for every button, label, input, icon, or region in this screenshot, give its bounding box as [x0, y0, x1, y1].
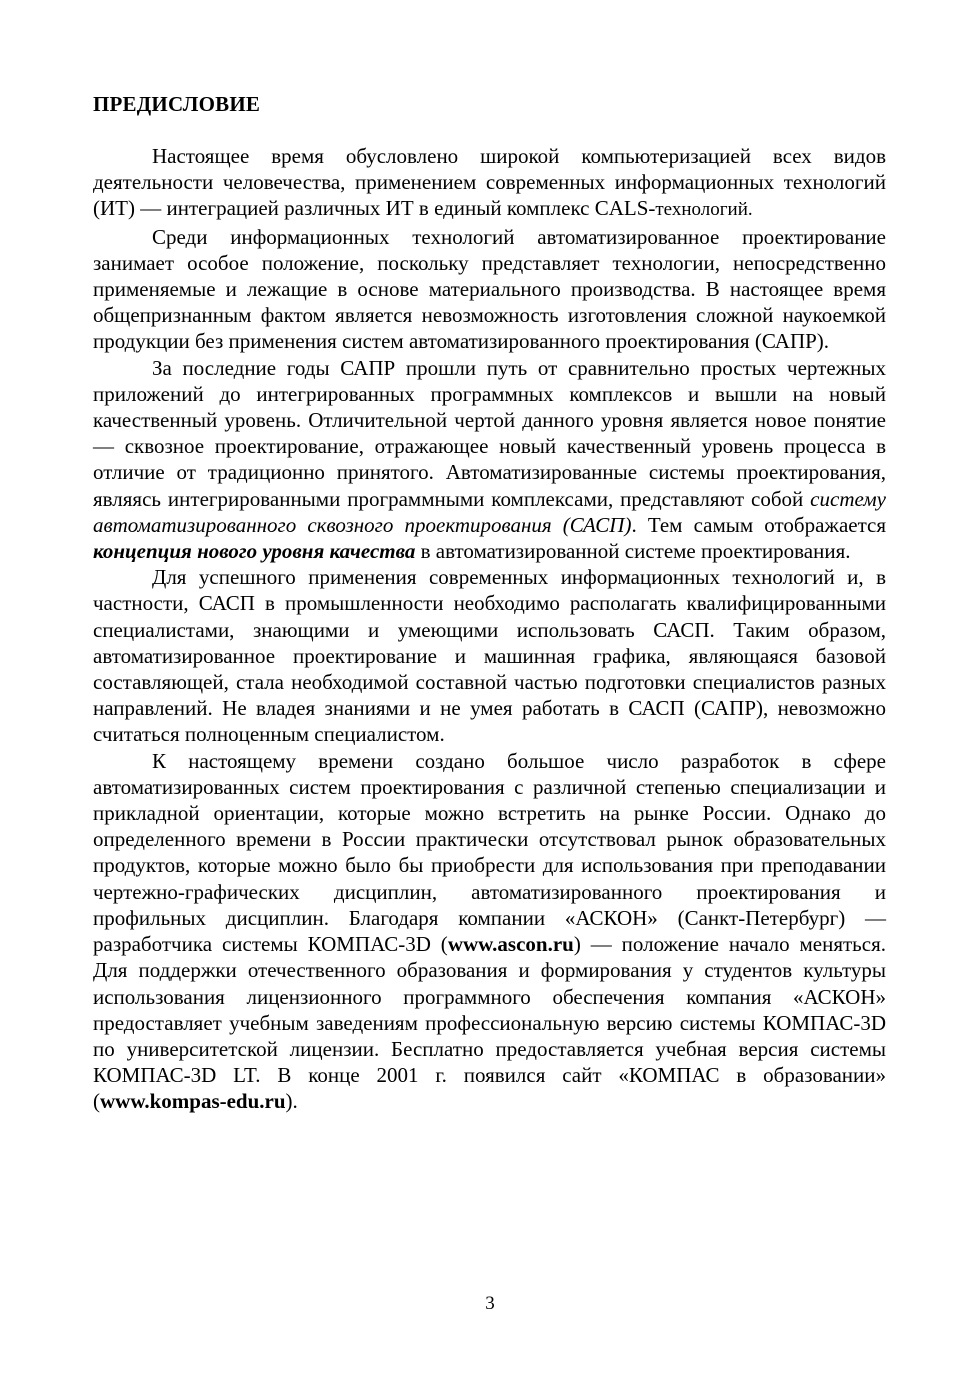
- kompas-edu-url: www.kompas-edu.ru: [100, 1089, 286, 1114]
- paragraph-4: Для успешного применения современных информационных технологий и, в частности, САСП в промышленности необходимо располагать квалифицированными специалистами, знающими и умеющими использовать САСП. Таким образом, автоматизированное проектирование и машинная графика, являющаяся базовой составляющей, стала необходимой составной частью подготовки специалистов разных направлений. Не владея знаниями и не умея работать в САСП (САПР), невозможно считаться полноценным специалистом.: [93, 565, 886, 747]
- paragraph-3-italic-term: систему автоматизированного сквозного проектирования (САСП): [93, 486, 886, 537]
- paragraph-3-text-start: За последние годы САПР прошли путь от сравнительно простых чертежных приложений до интегрированных программных комплексов и вышли на новый качественный уровень. Отличительной чертой данного уровня является новое понятие — сквозное проектирование, отражающее новый качественный уровень процесса в отличие от традиционно принятого. Автоматизированные системы проектирования, являясь интегрированными программными комплексами, представляют собой: [93, 355, 886, 511]
- page-title: ПРЕДИСЛОВИЕ: [93, 92, 261, 116]
- paragraph-1-tail: технологий.: [655, 199, 753, 221]
- paragraph-3-text-middle: . Тем самым отображается: [631, 512, 886, 537]
- paragraph-5-text-part-2: ) — положение начало меняться. Для поддержки отечественного образования и формирования у студентов культуры использования лицензионного программного обеспечения компания «АСКОН» предоставляет учебным заведениям профессиональную версию системы КОМПАС-3D по университетской лицензии. Бесплатно предоставляется учебная версия системы КОМПАС-3D LT. В конце 2001 г. появился сайт «КОМПАС в образовании» (: [93, 932, 886, 1114]
- ascon-url: www.ascon.ru: [447, 932, 574, 957]
- paragraph-3: [93, 355, 886, 565]
- paragraph-3-text-end: в автоматизированной системе проектирования.: [415, 539, 851, 564]
- body-text: [93, 143, 886, 1115]
- page-number: 3: [485, 1293, 495, 1314]
- paragraph-1: [93, 143, 886, 224]
- paragraph-5-text-part-1: К настоящему времени создано большое число разработок в сфере автоматизированных систем проектирования с различной степенью специализации и прикладной ориентации, которые можно встретить на рынке России. Однако до определенного времени в России практически отсутствовал рынок образовательных продуктов, которые можно было бы приобрести для использования при преподавании чертежно-графических дисциплин, автоматизированного проектирования и профильных дисциплин. Благодаря компании «АСКОН» (Санкт-Петербург) — разработчика системы КОМПАС-3D (: [93, 748, 886, 957]
- paragraph-1-text: Настоящее время обусловлено широкой компьютеризацией всех видов деятельности человечества, применением современных информационных технологий (ИТ) — интеграцией различных ИТ в единый комплекс CALS-: [93, 144, 886, 221]
- paragraph-5: [93, 748, 886, 1115]
- paragraph-3-bold-italic-term: концепция нового уровня качества: [93, 539, 416, 564]
- paragraph-2: Среди информационных технологий автоматизированное проектирование занимает особое положение, поскольку представляет технологии, непосредственно применяемые и лежащие в основе материального производства. В настоящее время общепризнанным фактом является невозможность изготовления сложной наукоемкой продукции без применения систем автоматизированного проектирования (САПР).: [93, 224, 886, 354]
- paragraph-5-text-part-3: ).: [285, 1089, 298, 1114]
